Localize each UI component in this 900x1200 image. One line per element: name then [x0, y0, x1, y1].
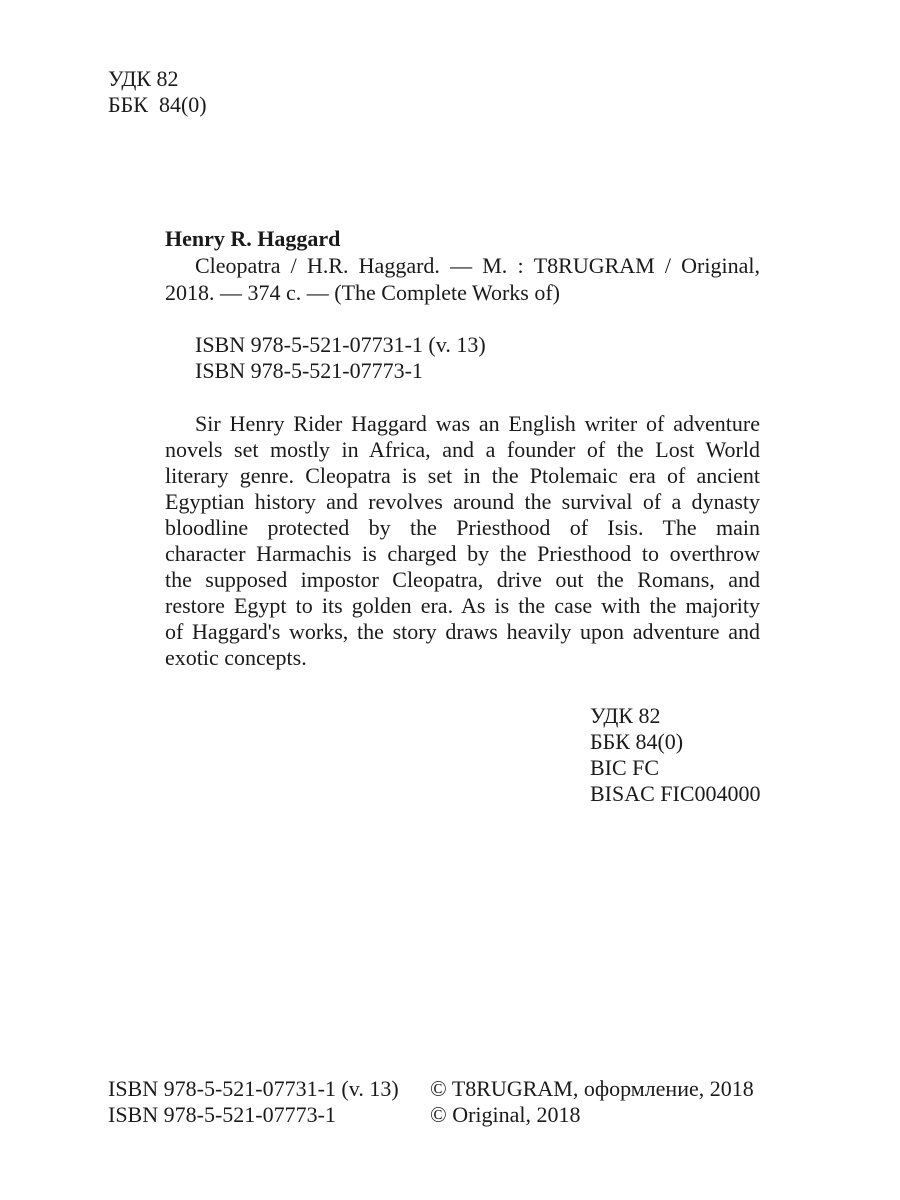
abstract-line: bloodline protected by the Priesthood of Isis. The main	[165, 515, 760, 540]
catalog-entry-line-1: Cleopatra / H.R. Haggard. — М. : T8RUGRAM / Original,	[195, 253, 760, 278]
abstract-line: exotic concepts.	[165, 645, 307, 670]
abstract-line: literary genre. Cleopatra is set in the Ptolemaic era of ancient	[165, 463, 760, 488]
catalog-entry-line-2: 2018. — 374 с. — (The Complete Works of)	[165, 280, 560, 305]
bisac-code: BISAC FIC004000	[590, 781, 761, 806]
abstract-line: the supposed impostor Cleopatra, drive out the Romans, and	[165, 567, 760, 592]
abstract-line: restore Egypt to its golden era. As is the case with the majority	[165, 593, 760, 618]
copyright-notices	[430, 1076, 754, 1128]
abstract-paragraph	[165, 411, 760, 671]
author-name: Henry R. Haggard	[165, 226, 341, 251]
isbn-list	[195, 332, 486, 384]
bbk-code: ББК 84(0)	[108, 92, 207, 117]
abstract-line: of Haggard's works, the story draws heavily upon adventure and	[165, 619, 760, 644]
copyright-original: © Original, 2018	[430, 1102, 581, 1127]
udk-code: УДК 82	[108, 66, 179, 91]
bbk-code: ББК 84(0)	[590, 729, 684, 754]
abstract-line: novels set mostly in Africa, and a founder of the Lost World	[165, 437, 760, 462]
isbn-set: ISBN 978-5-521-07773-1	[108, 1102, 336, 1127]
udk-code: УДК 82	[590, 703, 661, 728]
isbn-volume: ISBN 978-5-521-07731-1 (v. 13)	[108, 1076, 399, 1101]
abstract-line: Egyptian history and revolves around the survival of a dynasty	[165, 489, 760, 514]
bottom-isbn-list	[108, 1076, 399, 1128]
copyright-design: © T8RUGRAM, оформление, 2018	[430, 1076, 754, 1101]
isbn-set: ISBN 978-5-521-07773-1	[195, 358, 423, 383]
isbn-volume: ISBN 978-5-521-07731-1 (v. 13)	[195, 332, 486, 357]
right-classification-codes	[590, 703, 761, 807]
bic-code: BIC FC	[590, 755, 660, 780]
abstract-line: character Harmachis is charged by the Priesthood to overthrow	[165, 541, 760, 566]
top-classification-codes	[108, 66, 207, 118]
abstract-line: Sir Henry Rider Haggard was an English writer of adventure	[195, 411, 760, 436]
